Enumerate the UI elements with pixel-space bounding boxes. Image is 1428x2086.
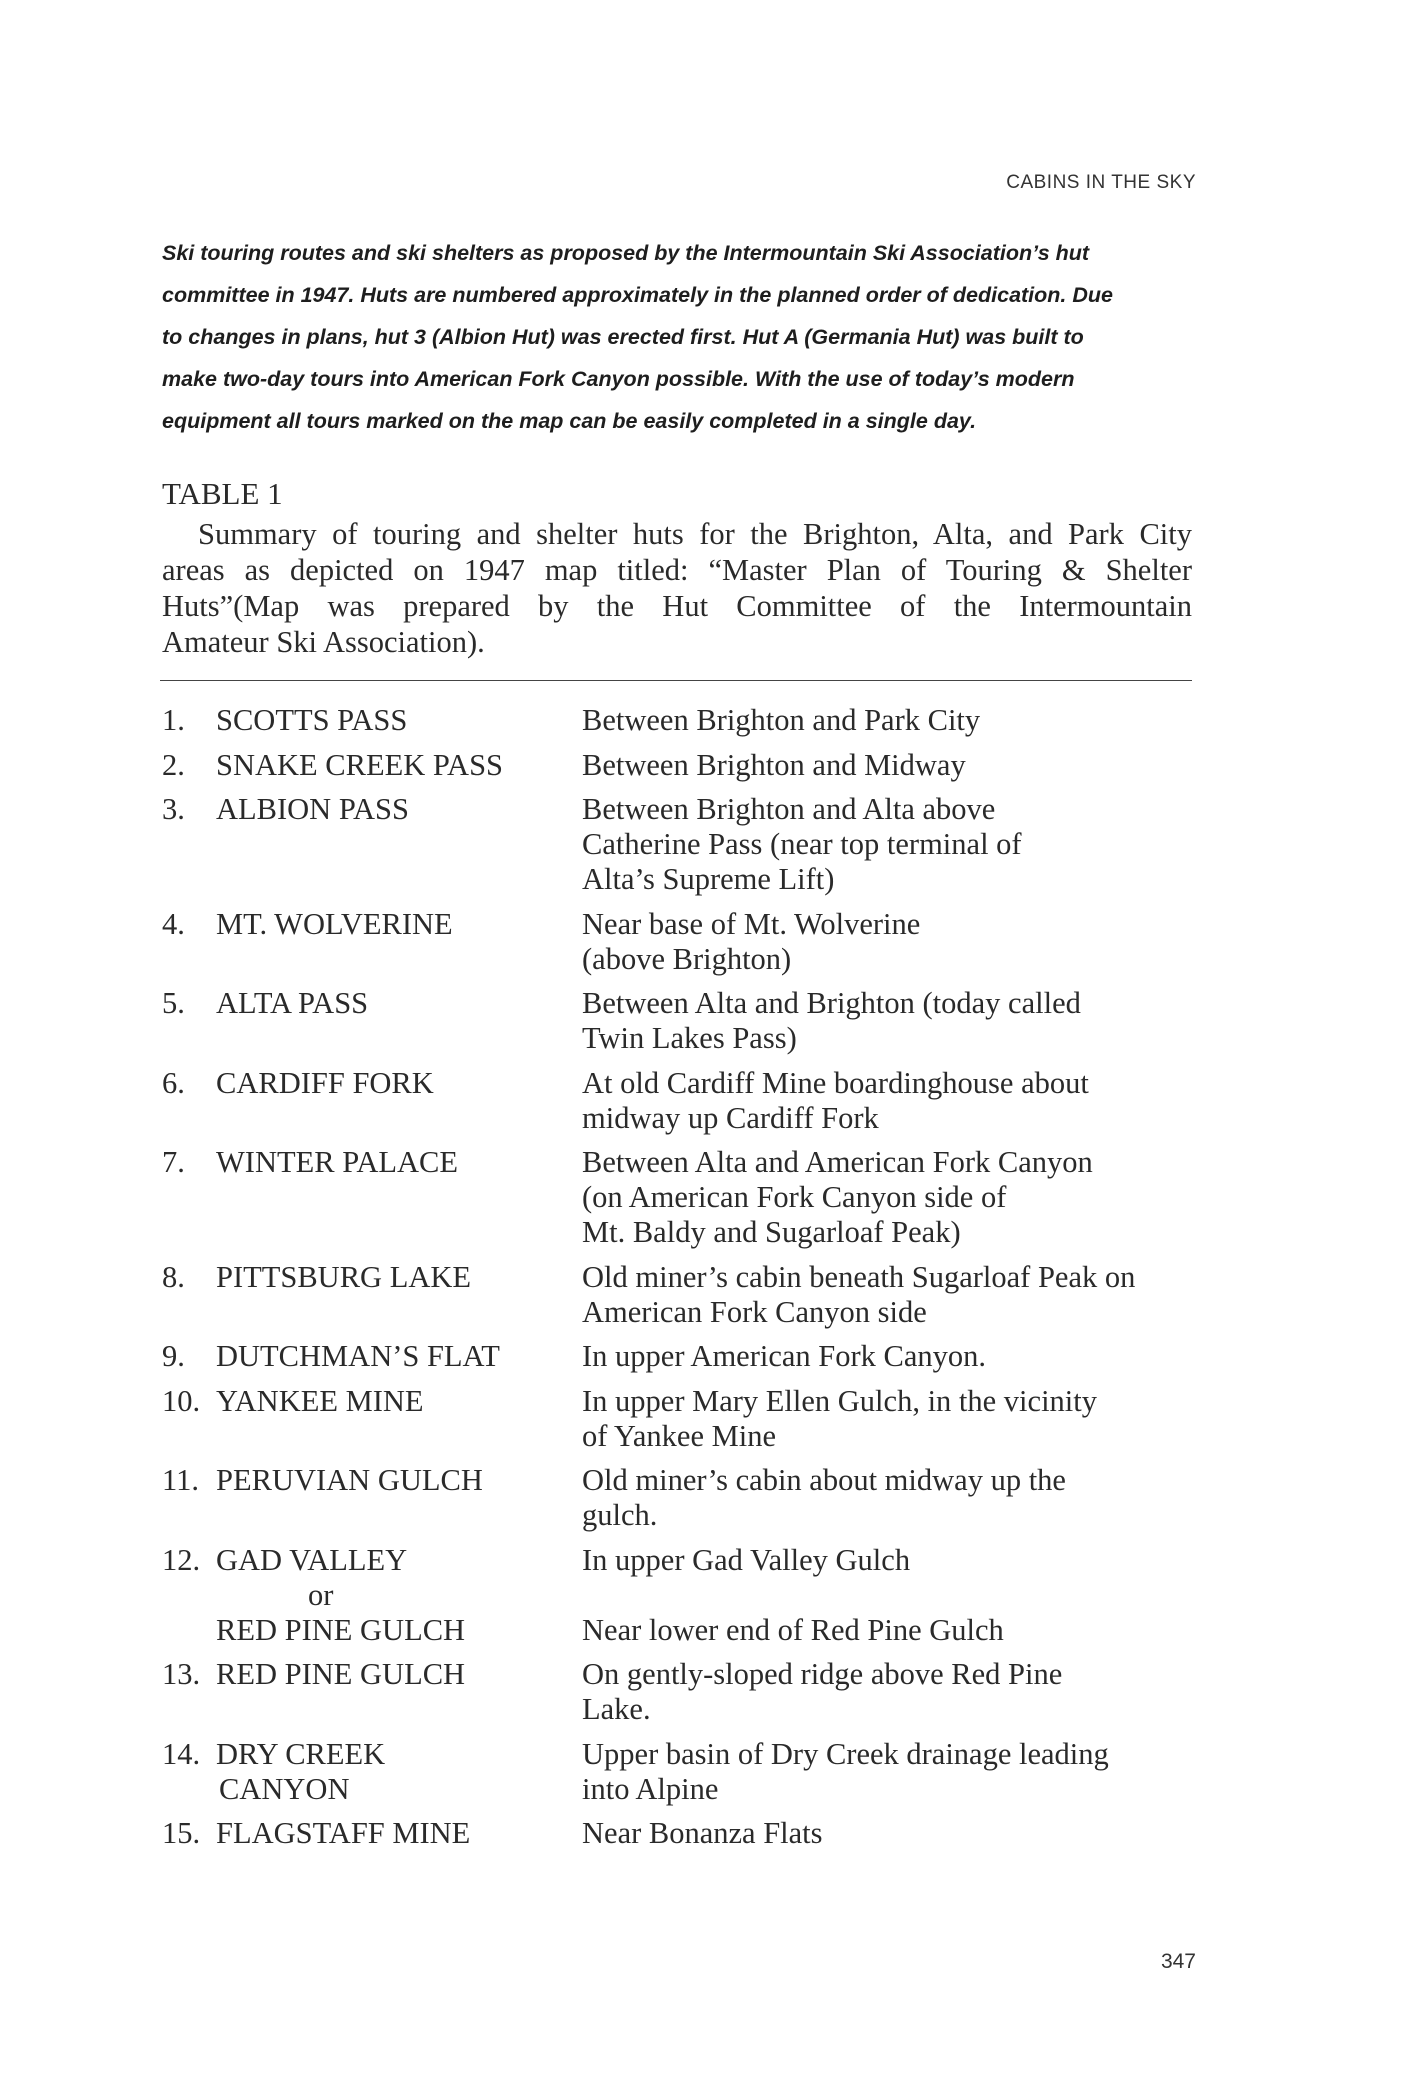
hut-name-line: CANYON <box>219 1771 350 1806</box>
summary-line: Summary of touring and shelter huts for the Brighton, Alta, and Park City <box>198 517 1192 551</box>
hut-row <box>162 1145 1202 1250</box>
hut-description-line: gulch. <box>582 1498 658 1532</box>
hut-alt-description: Near lower end of Red Pine Gulch <box>582 1612 1004 1647</box>
hut-description-line: In upper Mary Ellen Gulch, in the vicinity <box>582 1383 1097 1418</box>
hut-name <box>216 907 582 977</box>
hut-description <box>582 1145 1202 1250</box>
hut-name-line: PITTSBURG LAKE <box>216 1259 472 1294</box>
caption-line: Ski touring routes and ski shelters as proposed by the Intermountain Ski Association’s hut <box>162 241 1090 265</box>
hut-name-line: CARDIFF FORK <box>216 1065 434 1100</box>
hut-name <box>216 1145 582 1250</box>
hut-name-line: FLAGSTAFF MINE <box>216 1816 471 1850</box>
table-title: TABLE 1 <box>162 476 283 511</box>
spacer <box>582 1578 1202 1613</box>
hut-description-line: (on American Fork Canyon side of <box>582 1180 1007 1214</box>
hut-name-or: or <box>308 1577 334 1612</box>
hut-description-line: In upper American Fork Canyon. <box>582 1339 987 1373</box>
hut-description <box>582 1463 1202 1533</box>
hut-description-line: Old miner’s cabin beneath Sugarloaf Peak on <box>582 1259 1136 1294</box>
hut-number: 11. <box>162 1463 199 1497</box>
hut-name <box>216 1657 582 1727</box>
hut-number: 10. <box>162 1383 201 1418</box>
summary-line: areas as depicted on 1947 map titled: “Master Plan of Touring & Shelter <box>162 553 1192 587</box>
hut-row <box>162 792 1202 897</box>
summary-line: Huts”(Map was prepared by the Hut Committee of the Intermountain <box>162 589 1192 623</box>
hut-name <box>216 1384 582 1454</box>
hut-description <box>582 1339 1202 1374</box>
summary-line: Amateur Ski Association). <box>162 625 485 659</box>
hut-description-line: At old Cardiff Mine boardinghouse about <box>582 1065 1089 1100</box>
hut-number: 7. <box>162 1145 185 1179</box>
hut-name-line: RED PINE GULCH <box>216 1657 466 1691</box>
caption-line: to changes in plans, hut 3 (Albion Hut) was erected first. Hut A (Germania Hut) was built to <box>162 325 1084 349</box>
hut-description <box>582 1657 1202 1727</box>
hut-description-line: Between Brighton and Midway <box>582 747 966 782</box>
hut-description-line: Lake. <box>582 1692 651 1726</box>
hut-description <box>582 1066 1202 1136</box>
hut-name-line: PERUVIAN GULCH <box>216 1463 483 1497</box>
hut-name <box>216 703 582 738</box>
hut-description <box>582 792 1202 897</box>
hut-row <box>162 1657 1202 1727</box>
hut-description-line: Old miner’s cabin about midway up the <box>582 1463 1066 1497</box>
hut-name-line: ALBION PASS <box>216 792 409 826</box>
hut-description-line: On gently-sloped ridge above Red Pine <box>582 1657 1063 1691</box>
hut-description-line: Near Bonanza Flats <box>582 1816 823 1850</box>
hut-description <box>582 986 1202 1056</box>
hut-description-line: In upper Gad Valley Gulch <box>582 1542 911 1577</box>
hut-name-line: ALTA PASS <box>216 986 369 1020</box>
hut-description-line: Twin Lakes Pass) <box>582 1021 797 1055</box>
hut-name-line: DUTCHMAN’S FLAT <box>216 1339 500 1373</box>
hut-row <box>162 1260 1202 1330</box>
hut-name-line: MT. WOLVERINE <box>216 906 453 941</box>
hut-number: 15. <box>162 1816 201 1850</box>
hut-number: 5. <box>162 986 185 1020</box>
table-rule <box>160 680 1192 681</box>
caption-line: make two-day tours into American Fork Canyon possible. With the use of today’s modern <box>162 367 1075 391</box>
hut-name-line: GAD VALLEY <box>216 1542 408 1577</box>
hut-alt-name: RED PINE GULCH <box>216 1612 466 1647</box>
hut-description <box>582 703 1202 738</box>
hut-description-line: Between Brighton and Alta above <box>582 792 996 826</box>
hut-description-line: (above Brighton) <box>582 941 792 976</box>
hut-description <box>582 1816 1202 1851</box>
hut-row <box>162 1339 1202 1374</box>
hut-name <box>216 1816 582 1851</box>
running-head: CABINS IN THE SKY <box>1006 172 1196 193</box>
hut-number: 6. <box>162 1065 185 1100</box>
hut-name <box>216 1339 582 1374</box>
hut-name <box>216 792 582 897</box>
hut-row <box>162 1543 1202 1648</box>
hut-row <box>162 748 1202 783</box>
hut-name <box>216 748 582 783</box>
hut-row <box>162 1066 1202 1136</box>
hut-name-line: WINTER PALACE <box>216 1145 459 1179</box>
hut-description-line: Mt. Baldy and Sugarloaf Peak) <box>582 1215 961 1249</box>
figure-caption <box>162 232 1162 442</box>
page-number: 347 <box>1160 1950 1196 1973</box>
hut-description-line: American Fork Canyon side <box>582 1294 927 1329</box>
hut-row <box>162 703 1202 738</box>
hut-name-line: SNAKE CREEK PASS <box>216 747 504 782</box>
hut-description <box>582 1737 1202 1807</box>
hut-number: 12. <box>162 1542 201 1577</box>
hut-row <box>162 907 1202 977</box>
hut-description <box>582 748 1202 783</box>
hut-description-line: into Alpine <box>582 1771 719 1806</box>
hut-row <box>162 1384 1202 1454</box>
hut-description-line: Between Alta and American Fork Canyon <box>582 1145 1093 1179</box>
hut-name <box>216 1066 582 1136</box>
caption-line: equipment all tours marked on the map can be easily completed in a single day. <box>162 409 977 433</box>
hut-number: 13. <box>162 1657 201 1691</box>
hut-number: 14. <box>162 1736 201 1771</box>
hut-description-line: Between Alta and Brighton (today called <box>582 986 1081 1020</box>
hut-description <box>582 1384 1202 1454</box>
hut-name-line: DRY CREEK <box>216 1736 386 1771</box>
hut-description <box>582 1543 1202 1648</box>
hut-name <box>216 1543 582 1648</box>
hut-number: 3. <box>162 792 185 826</box>
caption-line: committee in 1947. Huts are numbered approximately in the planned order of dedication. Due <box>162 283 1113 307</box>
hut-name-line: YANKEE MINE <box>216 1383 424 1418</box>
hut-description-line: midway up Cardiff Fork <box>582 1100 879 1135</box>
hut-description <box>582 1260 1202 1330</box>
hut-name <box>216 986 582 1056</box>
hut-number: 2. <box>162 747 185 782</box>
hut-description-line: Alta’s Supreme Lift) <box>582 862 835 896</box>
hut-description-line: Catherine Pass (near top terminal of <box>582 827 1022 861</box>
hut-description-line: Between Brighton and Park City <box>582 703 981 737</box>
table-summary <box>162 516 1192 660</box>
hut-name-line: SCOTTS PASS <box>216 703 408 737</box>
hut-list <box>162 703 1202 1861</box>
hut-row <box>162 1737 1202 1807</box>
hut-description-line: Near base of Mt. Wolverine <box>582 906 921 941</box>
hut-name <box>216 1260 582 1330</box>
hut-number: 8. <box>162 1259 185 1294</box>
hut-description-line: of Yankee Mine <box>582 1418 776 1453</box>
hut-number: 9. <box>162 1339 185 1373</box>
hut-description <box>582 907 1202 977</box>
hut-number: 4. <box>162 906 185 941</box>
hut-row <box>162 986 1202 1056</box>
hut-row <box>162 1463 1202 1533</box>
hut-name <box>216 1737 582 1807</box>
hut-description-line: Upper basin of Dry Creek drainage leading <box>582 1736 1109 1771</box>
hut-number: 1. <box>162 703 185 737</box>
hut-name <box>216 1463 582 1533</box>
hut-row <box>162 1816 1202 1851</box>
